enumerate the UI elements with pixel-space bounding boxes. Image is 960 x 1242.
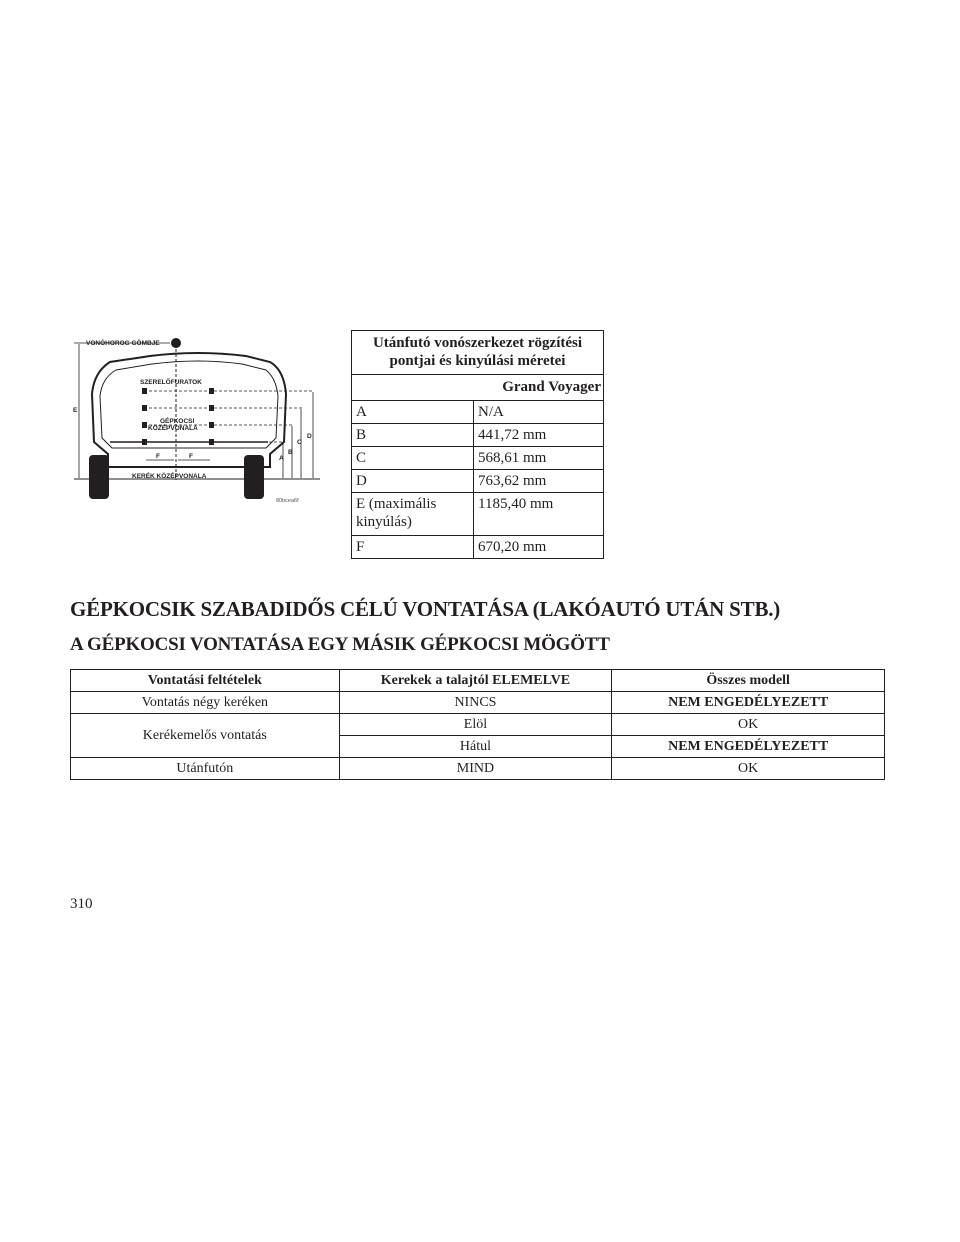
models-cell: OK bbox=[612, 714, 885, 736]
grand-voyager-header: Grand Voyager bbox=[474, 375, 604, 401]
condition-cell: Kerékemelős vontatás bbox=[71, 714, 340, 758]
dim-value: N/A bbox=[474, 401, 604, 424]
vehicle-centerline-label-2: KÖZÉPVONALA bbox=[148, 425, 198, 432]
dim-letter-f-right: F bbox=[189, 453, 193, 460]
dim-label: F bbox=[352, 536, 474, 559]
header-wheels: Kerekek a talajtól ELEMELVE bbox=[339, 670, 612, 692]
table-row bbox=[352, 493, 604, 536]
condition-cell: Vontatás négy keréken bbox=[71, 692, 340, 714]
models-cell: OK bbox=[612, 758, 885, 780]
wheel-centerline-label: KERÉK KÖZÉPVONALA bbox=[132, 473, 207, 480]
dim-label: A bbox=[352, 401, 474, 424]
dim-value: 568,61 mm bbox=[474, 447, 604, 470]
dimensions-table-title bbox=[352, 331, 604, 375]
page-number: 310 bbox=[70, 896, 93, 912]
dim-label: B bbox=[352, 424, 474, 447]
table-row bbox=[352, 401, 604, 424]
table-row bbox=[71, 714, 885, 736]
wheels-cell: MIND bbox=[339, 758, 612, 780]
models-cell: NEM ENGEDÉLYEZETT bbox=[612, 736, 885, 758]
condition-cell: Utánfutón bbox=[71, 758, 340, 780]
dim-label bbox=[352, 493, 474, 536]
figure-code: 80bcea6f bbox=[276, 498, 299, 504]
empty-header-cell bbox=[352, 375, 474, 401]
hitch-ball bbox=[171, 338, 181, 348]
models-cell: NEM ENGEDÉLYEZETT bbox=[612, 692, 885, 714]
hitch-ball-label: VONÓHOROG GÖMBJE bbox=[86, 340, 160, 347]
section-title: GÉPKOCSIK SZABADIDŐS CÉLÚ VONTATÁSA (LAKÓAUTÓ UTÁN STB.) bbox=[70, 597, 781, 621]
table-row bbox=[352, 424, 604, 447]
dim-label: C bbox=[352, 447, 474, 470]
left-wheel bbox=[89, 455, 109, 499]
wheels-cell: Hátul bbox=[339, 736, 612, 758]
dim-letter-d: D bbox=[307, 433, 312, 440]
table-row bbox=[71, 758, 885, 780]
dim-letter-c: C bbox=[297, 439, 302, 446]
dim-label-line2: kinyúlás) bbox=[356, 514, 412, 530]
right-wheel bbox=[244, 455, 264, 499]
dimensions-title-line2: pontjai és kinyúlási méretei bbox=[389, 353, 566, 369]
table-row bbox=[352, 470, 604, 493]
dim-value: 670,20 mm bbox=[474, 536, 604, 559]
wheels-cell: Elöl bbox=[339, 714, 612, 736]
dim-value: 763,62 mm bbox=[474, 470, 604, 493]
dim-label-line1: E (maximális bbox=[356, 496, 437, 512]
dim-value: 441,72 mm bbox=[474, 424, 604, 447]
mounting-holes-label: SZERELŐFURATOK bbox=[140, 379, 202, 386]
dim-letter-b: B bbox=[288, 449, 293, 456]
dim-label: D bbox=[352, 470, 474, 493]
dim-value: 1185,40 mm bbox=[474, 493, 604, 536]
header-models: Összes modell bbox=[612, 670, 885, 692]
table-row bbox=[352, 536, 604, 559]
table-row bbox=[352, 447, 604, 470]
table-row bbox=[71, 692, 885, 714]
vehicle-centerline-label-1: GÉPKOCSI bbox=[160, 418, 195, 425]
towing-conditions-table bbox=[70, 669, 885, 780]
hitch-dimension-diagram bbox=[70, 332, 328, 512]
hitch-dimensions-table bbox=[351, 330, 604, 559]
dim-letter-f-left: F bbox=[156, 453, 160, 460]
header-conditions: Vontatási feltételek bbox=[71, 670, 340, 692]
subsection-title: A GÉPKOCSI VONTATÁSA EGY MÁSIK GÉPKOCSI MÖGÖTT bbox=[70, 634, 610, 655]
wheels-cell: NINCS bbox=[339, 692, 612, 714]
dim-letter-a: A bbox=[279, 455, 284, 462]
dimensions-title-line1: Utánfutó vonószerkezet rögzítési bbox=[372, 335, 583, 351]
dim-letter-e: E bbox=[73, 407, 78, 414]
